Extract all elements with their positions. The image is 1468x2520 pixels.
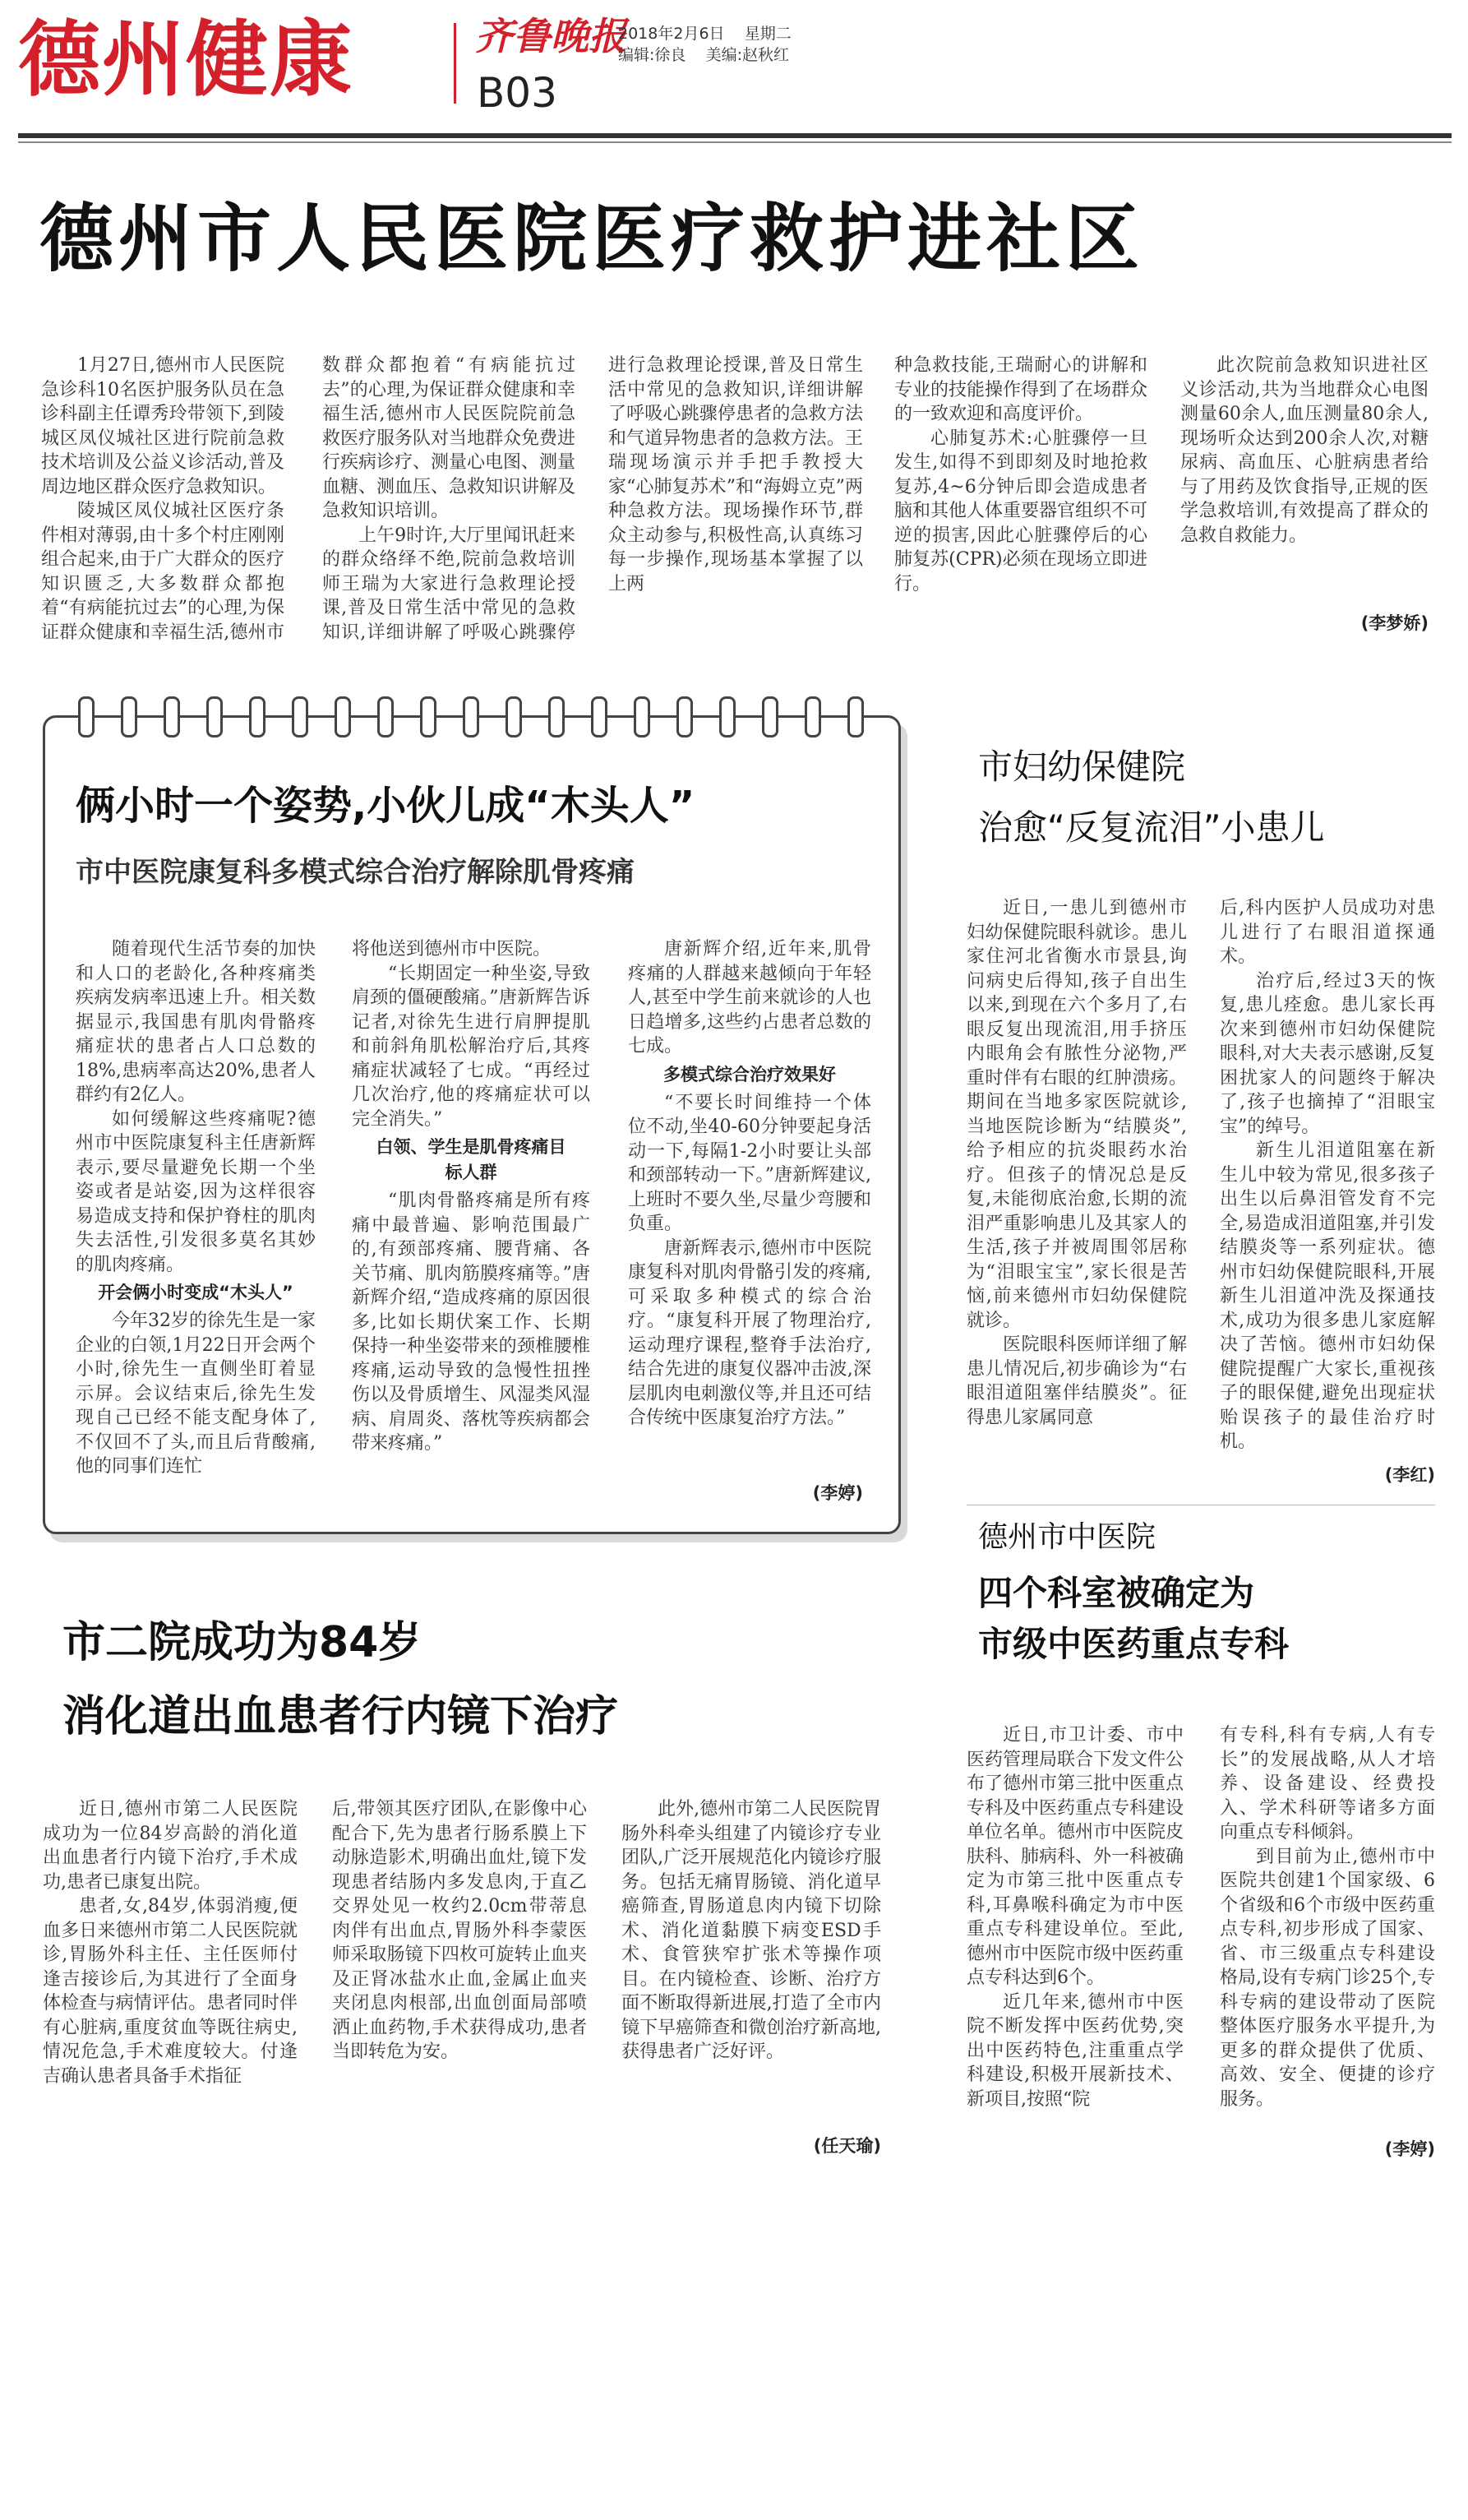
- fuyou-paragraph: 近日,一患儿到德州市妇幼保健院眼科就诊。患儿家住河北省衡水市景县,询问病史后得知,孩子自出生以来,到现在六个多月了,右眼反复出现流泪,用手挤压内眼角会有脓性分泌物,严重时伴有右眼的红肿溃疡。期间在当地多家医院就诊,当地医院诊断为“结膜炎”,给予相应的抗炎眼药水治疗。但孩子的情况总是反复,未能彻底治愈,长期的流泪严重影响患儿及其家人的生活,孩子并被周围邻居称为“泪眼宝宝”,家长很是苦恼,前来德州市妇幼保健院就诊。: [967, 898, 1187, 1331]
- lead-paragraph: 陵城区凤仪城社区医疗条件相对薄弱,由十多个村庄刚刚组合起来,由于广大群众的医疗知识匮乏,大多数群众都抱着“有病能抗过去”的心理,为保证群众健康和幸福生活,德州市: [41, 501, 284, 641]
- fuyou-paragraph: 医院眼科医师详细了解患儿情况后,初步确诊为“右眼泪道阻塞伴结膜炎”。征得患儿家属同意: [967, 1334, 1187, 1428]
- notebook-paragraph: “长期固定一种坐姿,导致肩颈的僵硬酸痛。”唐新辉告诉记者,对徐先生进行肩胛提肌和前斜角肌松解治疗后,其疼痛症状减轻了七成。“再经过几次治疗,他的疼痛症状可以完全消失。”: [352, 963, 590, 1130]
- lead-headline: 德州市人民医院医疗救护进社区: [39, 196, 1144, 282]
- lead-paragraph-cont: 数群众都抱着“有病能抗过去”的心理,为保证群众健康和幸福生活,德州市人民医院院前急救医疗服务队对当地群众免费进行疾病诊疗、测量心电图、测量血糖、测血压、急救知识讲解及急救知识培训。: [322, 355, 575, 521]
- notebook-paragraph: “肌肉骨骼疼痛是所有疼痛中最普遍、影响范围最广的,有颈部疼痛、腰背痛、各关节痛、肌肉筋膜疼痛等。”唐新辉介绍,“造成疼痛的原因很多,比如长期伏案工作、长期保持一种坐姿带来的颈椎腰椎疼痛,运动导致的急慢性扭挫伤以及骨质增生、风湿类风湿病、肩周炎、落枕等疾病都会带来疼痛。”: [352, 1191, 590, 1454]
- erxyuan-headline-1: 市二院成功为84岁: [62, 1618, 422, 1667]
- lead-column-5: [1180, 354, 1429, 617]
- lead-column-3: [608, 354, 863, 641]
- notebook-column-2: [352, 937, 590, 1513]
- section-title: 德州健康: [18, 12, 353, 108]
- notebook-paragraph: 如何缓解这些疼痛呢?德州市中医院康复科主任唐新辉表示,要尽量避免长期一个坐姿或者是站姿,因为这样很容易造成支持和保护脊柱的肌肉失去活性,引发很多莫名其妙的肌肉疼痛。: [76, 1108, 316, 1275]
- header-date: 2018年2月6日: [618, 25, 725, 43]
- erxyuan-paragraph: 此外,德州市第二人民医院胃肠外科牵头组建了内镜诊疗专业团队,广泛开展规范化内镜诊疗服务。包括无痛胃肠镜、消化道早癌筛查,胃肠道息肉内镜下切除术、消化道黏膜下病变ESD手术、食管狭窄扩张术等操作项目。在内镜检查、诊断、治疗方面不断取得新进展,打造了全市内镜下早癌筛查和微创治疗新高地,获得患者广泛好评。: [621, 1799, 881, 2062]
- notebook-column-3: [628, 937, 871, 1480]
- zhongyi-kicker: 德州市中医院: [978, 1520, 1156, 1554]
- lead-paragraph-cont: 进行急救理论授课,普及日常生活中常见的急救知识,详细讲解了呼吸心跳骤停患者的急救方法和气道异物患者的急救方法。王瑞现场演示并手把手教授大家“心肺复苏术”和“海姆立克”两种急救方法。现场操作环节,群众主动参与,积极性高,认真练习每一步操作,现场基本掌握了以上两: [608, 355, 863, 594]
- zhongyi-column-1: [967, 1723, 1184, 2151]
- erxyuan-column-2: [332, 1797, 587, 2159]
- fuyou-paragraph: 新生儿泪道阻塞在新生儿中较为常见,很多孩子出生以后鼻泪管发育不完全,易造成泪道阻塞,并引发结膜炎等一系列症状。德州市妇幼保健院眼科,开展新生儿泪道冲洗及探通技术,成功为很多患儿家庭解决了苦恼。德州市妇幼保健院提醒广大家长,重视孩子的眼保健,避免出现症状贻误孩子的最佳治疗时机。: [1220, 1140, 1435, 1452]
- notebook-subheading: 开会俩小时变成“木头人”: [98, 1283, 293, 1302]
- erxyuan-column-1: [43, 1797, 298, 2159]
- newspaper-logo: 齐鲁晚报: [475, 14, 626, 58]
- erxyuan-author: (任天瑜): [813, 2136, 881, 2156]
- notebook-paragraph: 今年32岁的徐先生是一家企业的白领,1月22日开会两个小时,徐先生一直侧坐盯着显示屏。会议结束后,徐先生发现自己已经不能支配身体了,不仅回不了头,而且后背酸痛,他的同事们连忙: [76, 1311, 316, 1477]
- lead-paragraph-cont: 种急救技能,王瑞耐心的讲解和专业的技能操作得到了在场群众的一致欢迎和高度评价。: [894, 355, 1147, 424]
- lead-column-2: [322, 354, 575, 641]
- header-date-line: [618, 23, 792, 44]
- header-rule-thin: [18, 141, 1452, 143]
- header-divider: [454, 23, 456, 104]
- page-code: B03: [477, 69, 557, 117]
- zhongyi-headline-2: 市级中医药重点专科: [978, 1624, 1290, 1664]
- fuyou-paragraph: 治疗后,经过3天的恢复,患儿痊愈。患儿家长再次来到德州市妇幼保健院眼科,对大夫表示感谢,反复困扰家人的问题终于解决了,孩子也摘掉了“泪眼宝宝”的绰号。: [1220, 970, 1435, 1137]
- fuyou-column-1: [967, 896, 1187, 1488]
- zhongyi-column-2: [1220, 1723, 1435, 2134]
- notebook-paragraph: 唐新辉介绍,近年来,肌骨疼痛的人群越来越倾向于年轻人,甚至中学生前来就诊的人也日趋增多,这些约占患者总数的七成。: [628, 939, 871, 1057]
- erxyuan-paragraph: 患者,女,84岁,体弱消瘦,便血多日来德州市第二人民医院就诊,胃肠外科主任、主任医师付逢吉接诊后,为其进行了全面身体检查与病情评估。患者同时伴有心脏病,重度贫血等既往病史,情况危急,手术难度较大。付逢吉确认患者具备手术指征: [43, 1896, 298, 2087]
- erxyuan-column-3: [621, 1797, 881, 2126]
- notebook-column-1: [76, 937, 316, 1513]
- lead-paragraph: 上午9时许,大厅里闻讯赶来的群众络绎不绝,院前急救培训师王瑞为大家进行急救理论授课,普及日常生活中常见的急救知识,详细讲解了呼吸心跳骤停: [322, 525, 575, 641]
- erxyuan-paragraph: 后,带领其医疗团队,在影像中心配合下,先为患者行肠系膜上下动脉造影术,明确出血灶,镜下发现患者结肠内多发息肉,于直乙交界处见一枚约2.0cm带蒂息肉伴有出血点,胃肠外科李蒙医师采取肠镜下四枚可旋转止血夹及正肾冰盐水止血,金属止血夹夹闭息肉根部,出血创面局部喷洒止血药物,手术获得成功,患者当即转危为安。: [332, 1799, 587, 2062]
- lead-paragraph: 此次院前急救知识进社区义诊活动,共为当地群众心电图测量60余人,血压测量80余人,现场听众达到200余人次,对糖尿病、高血压、心脏病患者给与了用药及饮食指导,正规的医学急救培训,有效提高了群众的急救自救能力。: [1180, 355, 1429, 546]
- notebook-paragraph: 唐新辉表示,德州市中医院康复科对肌肉骨骼引发的疼痛,可采取多种模式的综合治疗。“康复科开展了物理治疗,运动理疗课程,整脊手法治疗,结合先进的康复仪器冲击波,深层肌肉电刺激仪等,并且还可结合传统中医康复治疗方法。”: [628, 1237, 871, 1428]
- header-rule: [18, 133, 1452, 138]
- notebook-author: (李婷): [812, 1483, 863, 1503]
- header-editor: 编辑:徐良: [618, 46, 686, 64]
- lead-paragraph: 1月27日,德州市人民医院急诊科10名医护服务队员在急诊科副主任谭秀玲带领下,到陵城区凤仪城社区进行院前急救技术培训及公益义诊活动,普及周边地区群众医疗急救知识。: [41, 355, 284, 497]
- erxyuan-headline-2: 消化道出血患者行内镜下治疗: [62, 1692, 619, 1741]
- lead-paragraph: 心肺复苏术:心脏骤停一旦发生,如得不到即刻及时地抢救复苏,4~6分钟后即会造成患者脑和其他人体重要器官组织不可逆的损害,因此心脏骤停后的心肺复苏(CPR)必须在现场立即进行。: [894, 428, 1147, 594]
- notebook-subheading: 白领、学生是肌骨疼痛目标人群: [376, 1137, 566, 1182]
- zhongyi-paragraph: 近几年来,德州市中医院不断发挥中医药优势,突出中医药特色,注重重点学科建设,积极开展新技术、新项目,按照“院: [967, 1991, 1184, 2110]
- fuyou-kicker: 市妇幼保健院: [978, 747, 1186, 787]
- fuyou-column-2: [1220, 896, 1435, 1472]
- notebook-paragraph: 将他送到德州市中医院。: [352, 939, 552, 959]
- header-designer: 美编:赵秋红: [705, 46, 789, 64]
- fuyou-headline: 治愈“反复流泪”小患儿: [978, 807, 1325, 848]
- lead-column-1: [41, 354, 284, 641]
- zhongyi-paragraph: 有专科,科有专病,人有专长”的发展战略,从人才培养、设备建设、经费投入、学术科研等诸多方面向重点专科倾斜。: [1220, 1725, 1435, 1843]
- fuyou-paragraph: 后,科内医护人员成功对患儿进行了右眼泪道探通术。: [1220, 898, 1435, 967]
- header-weekday: 星期二: [744, 25, 792, 43]
- notebook-headline: 俩小时一个姿势,小伙儿成“木头人”: [76, 783, 695, 829]
- lead-author: (李梦娇): [1360, 613, 1429, 633]
- erxyuan-paragraph: 近日,德州市第二人民医院成功为一位84岁高龄的消化道出血患者行内镜下治疗,手术成功,患者已康复出院。: [43, 1799, 298, 1893]
- notebook-subheading: 多模式综合治疗效果好: [663, 1064, 836, 1084]
- notebook-paragraph: 随着现代生活节奏的加快和人口的老龄化,各种疼痛类疾病发病率迅速上升。相关数据显示,我国患有肌肉骨骼疼痛症状的患者占人口总数的18%,患病率高达20%,患者人群约有2亿人。: [76, 939, 316, 1105]
- lead-column-4: [894, 354, 1147, 641]
- header-credits: [618, 44, 789, 66]
- fuyou-author: (李红): [1384, 1465, 1435, 1485]
- zhongyi-paragraph: 到目前为止,德州市中医院共创建1个国家级、6个省级和6个市级中医药重点专科,初步形成了国家、省、市三级重点专科建设格局,设有专病门诊25个,专科专病的建设带动了医院整体医疗服务水平提升,为更多的群众提供了优质、高效、安全、便捷的诊疗服务。: [1220, 1846, 1435, 2110]
- zhongyi-headline-1: 四个科室被确定为: [978, 1573, 1255, 1613]
- zhongyi-paragraph: 近日,市卫计委、市中医药管理局联合下发文件公布了德州市第三批中医重点专科及中医药重点专科建设单位名单。德州市中医院皮肤科、肺病科、外一科被确定为市第三批中医重点专科,耳鼻喉科确定为市中医重点专科建设单位。至此,德州市中医院市级中医药重点专科达到6个。: [967, 1725, 1184, 1988]
- zhongyi-author: (李婷): [1384, 2139, 1435, 2159]
- notebook-subheadline: 市中医院康复科多模式综合治疗解除肌骨疼痛: [76, 856, 635, 889]
- notebook-paragraph: “不要长时间维持一个体位不动,坐40-60分钟要起身活动一下,每隔1-2小时要让头部和颈部转动一下。”唐新辉建议,上班时不要久坐,尽量少弯腰和负重。: [628, 1092, 871, 1234]
